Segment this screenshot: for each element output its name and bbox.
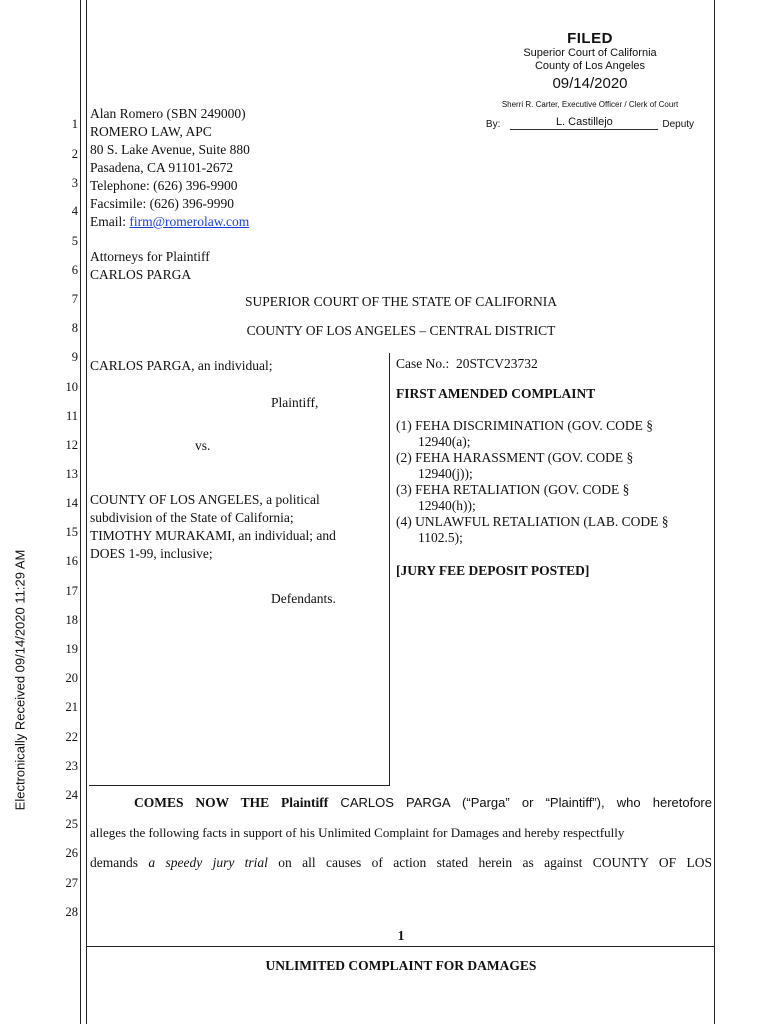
line-number: 16 (65, 554, 78, 568)
caption-plaintiff-role: Plaintiff, (271, 395, 319, 410)
caption-defendant-line: COUNTY OF LOS ANGELES, a political (90, 492, 320, 507)
caption-defendant-role: Defendants. (271, 591, 336, 606)
line-number: 17 (65, 584, 78, 598)
caption-divider-horizontal (89, 785, 390, 786)
line-number: 12 (65, 438, 78, 452)
case-number: 20STCV23732 (456, 356, 538, 371)
client-name: CARLOS PARGA (90, 267, 192, 282)
body-line-3 (90, 855, 712, 871)
caption-plaintiff: CARLOS PARGA, an individual; (90, 358, 273, 373)
attorney-email-label: Email: (90, 214, 130, 229)
caption-defendant-line: subdivision of the State of California; (90, 510, 294, 525)
attorney-email-line (90, 214, 249, 230)
cause-of-action-3-cont: 12940(h)); (418, 498, 476, 513)
attorneys-for-label: Attorneys for Plaintiff (90, 249, 210, 264)
cause-number: (4) (396, 514, 412, 529)
cause-text: FEHA RETALIATION (GOV. CODE § (415, 482, 630, 497)
cause-number: (2) (396, 450, 412, 465)
filed-court: Superior Court of California (523, 47, 657, 59)
left-margin-line-inner (86, 0, 87, 1024)
court-title-line-2: COUNTY OF LOS ANGELES – CENTRAL DISTRICT (246, 323, 556, 338)
body-line-3-italic: a speedy jury trial (148, 855, 268, 870)
caption-vs: vs. (195, 438, 211, 453)
line-number: 13 (65, 467, 78, 481)
body-intro-bold: COMES NOW THE Plaintiff (134, 795, 329, 810)
line-number: 4 (71, 204, 78, 218)
attorney-address-2: Pasadena, CA 91101-2672 (90, 160, 234, 175)
line-number: 20 (65, 671, 78, 685)
line-number: 3 (71, 176, 78, 190)
cause-text: FEHA HARASSMENT (GOV. CODE § (415, 450, 634, 465)
cause-of-action-1-cont: 12940(a); (418, 434, 471, 449)
cause-of-action-1 (396, 418, 653, 434)
footer-title: UNLIMITED COMPLAINT FOR DAMAGES (265, 958, 537, 973)
line-number: 19 (65, 642, 78, 656)
line-number: 18 (65, 613, 78, 627)
caption-defendant-line: DOES 1-99, inclusive; (90, 546, 213, 561)
cause-of-action-4 (396, 514, 669, 530)
line-number: 22 (65, 730, 78, 744)
left-margin-line-outer (80, 0, 81, 1024)
court-title-line-1: SUPERIOR COURT OF THE STATE OF CALIFORNIA (245, 294, 557, 309)
document-title: FIRST AMENDED COMPLAINT (396, 386, 596, 401)
line-number: 5 (71, 234, 78, 248)
filed-title: FILED (567, 30, 613, 47)
body-line-3-b: on all causes of action stated herein as against COUNTY OF LOS (267, 855, 712, 870)
filed-officer: Sherri R. Carter, Executive Officer / Clerk of Court (501, 100, 679, 109)
right-margin-line (714, 0, 715, 1024)
line-number: 6 (71, 263, 78, 277)
filed-signature: L. Castillejo (510, 116, 658, 130)
attorney-telephone: Telephone: (626) 396-9900 (90, 178, 238, 193)
caption-divider-vertical (389, 353, 390, 785)
filed-county: County of Los Angeles (534, 60, 646, 72)
line-number: 28 (65, 905, 78, 919)
body-intro-rest: CARLOS PARGA (“Parga” or “Plaintiff”), who heretofore (328, 795, 712, 810)
jury-fee-notice: [JURY FEE DEPOSIT POSTED] (396, 563, 590, 578)
filed-date: 09/14/2020 (552, 75, 628, 92)
line-number: 2 (71, 147, 78, 161)
line-number: 21 (65, 700, 78, 714)
attorney-facsimile: Facsimile: (626) 396-9990 (90, 196, 234, 211)
attorney-firm: ROMERO LAW, APC (90, 124, 212, 139)
cause-number: (3) (396, 482, 412, 497)
filed-deputy-label: Deputy (662, 119, 695, 130)
cause-number: (1) (396, 418, 412, 433)
attorney-name: Alan Romero (SBN 249000) (90, 106, 246, 121)
case-number-line (396, 356, 538, 372)
electronic-receipt-stamp: Electronically Received 09/14/2020 11:29 AM (12, 549, 28, 811)
cause-text: FEHA DISCRIMINATION (GOV. CODE § (415, 418, 654, 433)
line-number: 27 (65, 876, 78, 890)
line-number: 8 (71, 321, 78, 335)
line-number: 24 (65, 788, 78, 802)
filed-stamp (470, 30, 710, 130)
filed-byline (470, 116, 710, 130)
line-number: 23 (65, 759, 78, 773)
line-number: 9 (71, 350, 78, 364)
cause-of-action-2 (396, 450, 633, 466)
body-line-1 (90, 795, 712, 811)
case-number-label: Case No.: (396, 356, 450, 371)
cause-of-action-3 (396, 482, 629, 498)
line-number: 15 (65, 525, 78, 539)
line-number: 7 (71, 292, 78, 306)
body-line-3-a: demands (90, 855, 149, 870)
page-number: 1 (397, 928, 405, 943)
filed-by-label: By: (485, 119, 501, 130)
cause-of-action-4-cont: 1102.5); (418, 530, 463, 545)
line-number: 11 (65, 409, 78, 423)
line-number: 25 (65, 817, 78, 831)
cause-text: UNLAWFUL RETALIATION (LAB. CODE § (415, 514, 669, 529)
line-number: 10 (65, 380, 78, 394)
line-number: 14 (65, 496, 78, 510)
attorney-email-link[interactable]: firm@romerolaw.com (129, 214, 250, 229)
footer-rule (86, 946, 715, 947)
cause-of-action-2-cont: 12940(j)); (418, 466, 473, 481)
caption-defendant-line: TIMOTHY MURAKAMI, an individual; and (90, 528, 336, 543)
body-line-2: alleges the following facts in support of his Unlimited Complaint for Damages and hereby respectfully (90, 825, 625, 840)
line-number: 26 (65, 846, 78, 860)
line-number: 1 (71, 117, 78, 131)
attorney-address-1: 80 S. Lake Avenue, Suite 880 (90, 142, 250, 157)
